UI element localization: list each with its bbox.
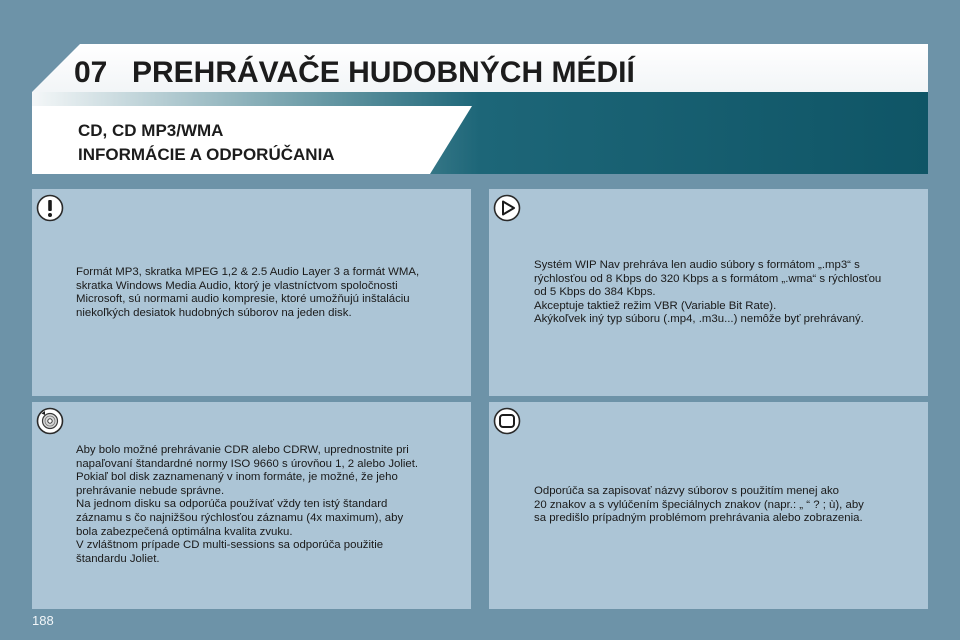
text-line: Akceptuje taktiež režim VBR (Variable Bit Rate).: [534, 299, 777, 312]
text-line: Na jednom disku sa odporúča používať vždy ten istý štandard: [76, 498, 388, 511]
disc-panel: [32, 402, 471, 609]
text-line: skratka Windows Media Audio, ktorý je vlastníctvom spoločnosti: [76, 279, 398, 292]
disc-icon: [36, 407, 64, 435]
section-subtitle-line2: INFORMÁCIE A ODPORÚČANIA: [78, 145, 335, 164]
text-line: rýchlosťou od 8 Kbps do 320 Kbps a s formátom „.wma“ s rýchlosťou: [534, 272, 882, 285]
chapter-title: PREHRÁVAČE HUDOBNÝCH MÉDIÍ: [132, 56, 635, 89]
text-line: Systém WIP Nav prehráva len audio súbory s formátom „.mp3“ s: [534, 259, 860, 271]
play-triangle-icon: [493, 194, 521, 222]
play-panel-text: [534, 259, 881, 327]
note-panel-text: [534, 485, 864, 526]
disc-panel-text: [76, 444, 418, 566]
text-line: Microsoft, sú normami audio kompresie, ktoré umožňujú inštaláciu: [76, 293, 410, 306]
text-line: Pokiaľ bol disk zaznamenaný v inom formáte, je možné, že jeho: [76, 471, 398, 484]
warning-panel: [32, 189, 471, 396]
text-line: Odporúča sa zapisovať názvy súborov s použitím menej ako: [534, 485, 840, 497]
exclamation-icon: [36, 194, 64, 222]
text-line: bola zabezpečená optimálna kvalita zvuku.: [76, 525, 293, 538]
note-panel: [489, 402, 928, 609]
text-line: Aby bolo možné prehrávanie CDR alebo CDRW, uprednostnite pri: [76, 444, 409, 456]
text-line: záznamu s čo najnižšou rýchlosťou záznamu (4x maximum), aby: [76, 511, 404, 524]
text-line: od 5 Kbps do 384 Kbps.: [534, 286, 656, 299]
text-line: Formát MP3, skratka MPEG 1,2 & 2.5 Audio Layer 3 a formát WMA,: [76, 266, 420, 278]
chapter-number: 07: [74, 56, 108, 89]
play-panel: [489, 189, 928, 396]
text-line: 20 znakov a s vylúčením špeciálnych znakov (napr.: „ “ ? ; ù), aby: [534, 498, 864, 511]
page-number: 188: [32, 613, 54, 628]
text-line: V zvláštnom prípade CD multi-sessions sa odporúča použitie: [76, 539, 384, 552]
section-subtitle-line1: CD, CD MP3/WMA: [78, 121, 224, 140]
text-line: Akýkoľvek iný typ súboru (.mp4, .m3u...) nemôže byť prehrávaný.: [534, 313, 864, 326]
rounded-square-icon: [493, 407, 521, 435]
text-line: štandardu Joliet.: [76, 552, 160, 565]
text-line: niekoľkých desiatok hudobných súborov na jeden disk.: [76, 306, 352, 319]
text-line: prehrávanie nebude správne.: [76, 484, 225, 497]
warning-panel-text: [76, 266, 419, 320]
text-line: sa predišlo prípadným problémom prehrávania alebo zobrazenia.: [534, 512, 863, 525]
text-line: napaľovaní štandardné normy ISO 9660 s úrovňou 1, 2 alebo Joliet.: [76, 457, 419, 470]
